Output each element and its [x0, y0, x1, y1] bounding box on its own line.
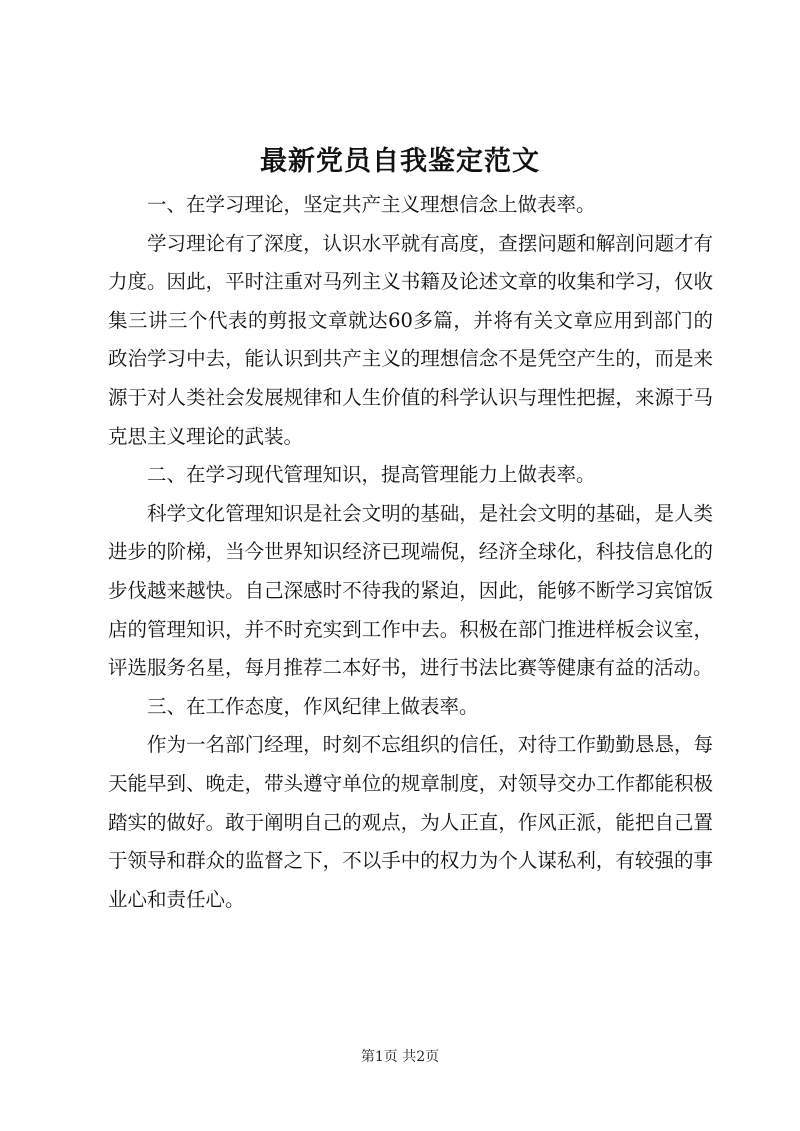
section-paragraph-2: 科学文化管理知识是社会文明的基础，是社会文明的基础，是人类进步的阶梯，当今世界知识经济已现端倪，经济全球化，科技信息化的步伐越来越快。自己深感时不待我的紧迫，因此，能够不断学习宾馆饭店的管理知识，并不时充实到工作中去。积极在部门推进样板会议室，评选服务名星，每月推荐二本好书，进行书法比赛等健康有益的活动。: [108, 501, 713, 680]
section-paragraph-3: 作为一名部门经理，时刻不忘组织的信任，对待工作勤勤恳恳，每天能早到、晚走，带头遵守单位的规章制度，对领导交办工作都能积极踏实的做好。敢于阐明自己的观点，为人正直，作风正派，能把自己置于领导和群众的监督之下，不以手中的权力为个人谋私利，有较强的事业心和责任心。: [108, 733, 713, 911]
section-heading-2: 二、在学习现代管理知识，提高管理能力上做表率。: [147, 463, 596, 487]
page-number-footer: 第1页 共2页: [360, 1049, 440, 1065]
section-heading-1: 一、在学习理论，坚定共产主义理想信念上做表率。: [147, 193, 596, 216]
section-paragraph-1: 学习理论有了深度，认识水平就有高度，查摆问题和解剖问题才有力度。因此，平时注重对马列主义书籍及论述文章的收集和学习，仅收集三讲三个代表的剪报文章就达60多篇，并将有关文章应用到部门的政治学习中去，能认识到共产主义的理想信念不是凭空产生的，而是来源于对人类社会发展规律和人生价值的科学认识与理性把握，来源于马克思主义理论的武装。: [108, 231, 713, 448]
section-heading-3: 三、在工作态度，作风纪律上做表率。: [147, 694, 479, 718]
document-title: 最新党员自我鉴定范文: [260, 146, 540, 177]
document-body: [108, 186, 713, 919]
